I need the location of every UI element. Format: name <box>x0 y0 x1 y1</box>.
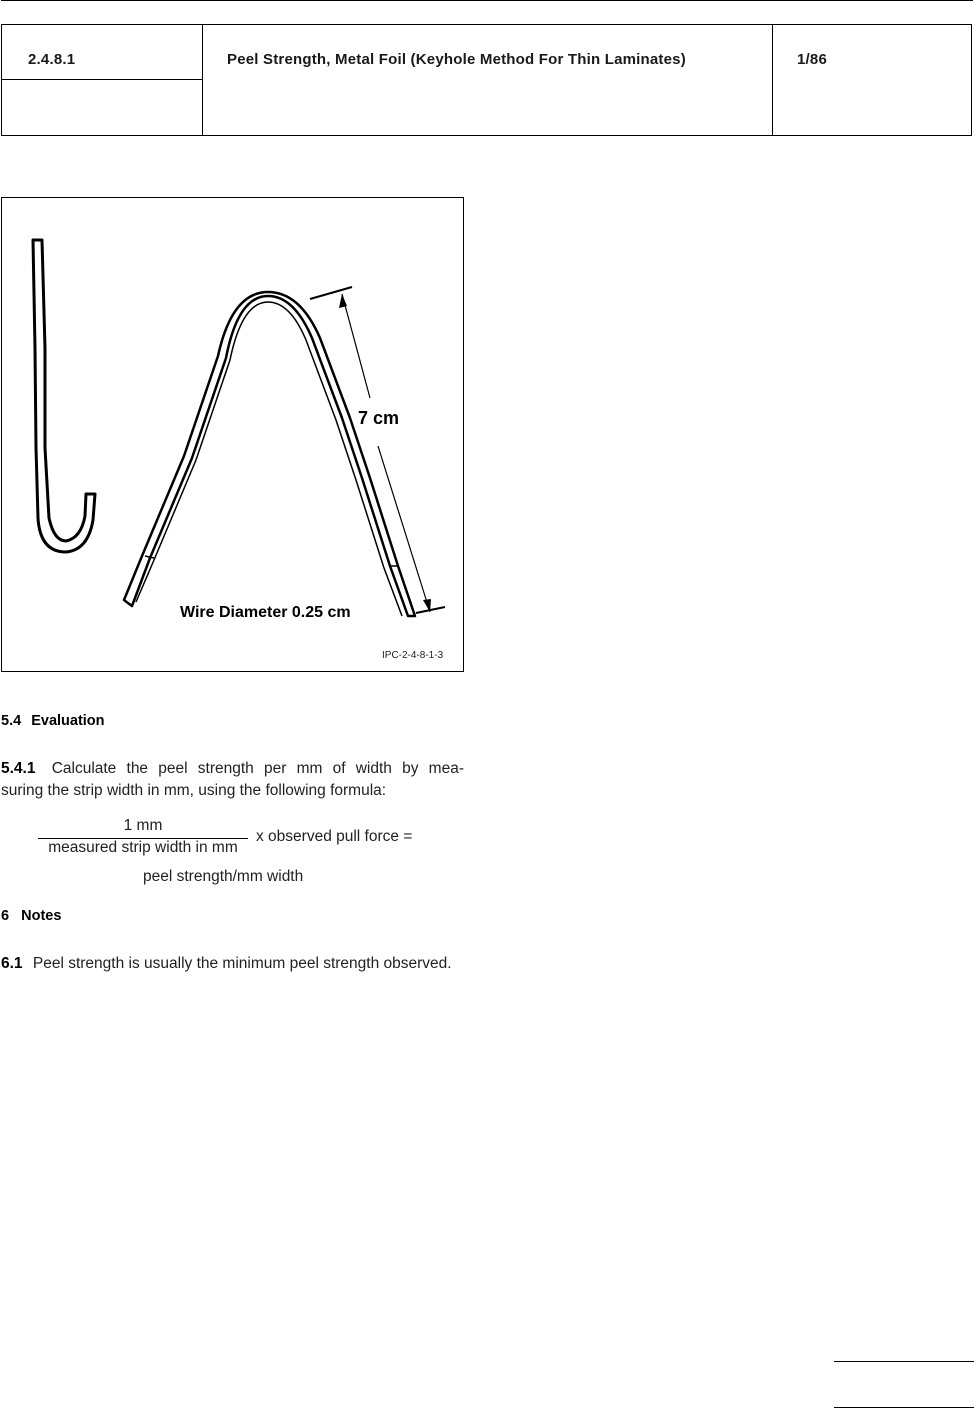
section-number: 6 <box>1 908 10 924</box>
footer-rule-upper <box>834 1361 974 1362</box>
wire-diameter-label: Wire Diameter 0.25 cm <box>180 604 351 621</box>
hook-drawing <box>2 198 465 673</box>
dimension-line-upper <box>342 294 370 398</box>
formula-numerator: 1 mm <box>123 817 163 834</box>
section-heading-evaluation <box>1 713 105 729</box>
left-joint-mark <box>145 556 154 558</box>
figure-id: IPC-2-4-8-1-3 <box>382 650 444 661</box>
method-number-cell <box>2 25 203 80</box>
blank-cell <box>2 80 203 135</box>
section-number: 5.4 <box>1 713 22 729</box>
paragraph-text-line1: Calculate the peel strength per mm of width by mea- <box>51 760 464 777</box>
dimension-tick-bottom <box>416 607 445 613</box>
method-number: 2.4.8.1 <box>28 51 76 68</box>
revision-date: 1/86 <box>797 51 827 68</box>
v-wire-inner <box>136 302 402 616</box>
title-cell <box>203 25 773 135</box>
footer-rule-lower <box>834 1407 974 1408</box>
method-title: Peel Strength, Metal Foil (Keyhole Method For Thin Laminates) <box>227 51 686 68</box>
date-cell <box>773 25 971 135</box>
j-hook-outline <box>33 240 95 552</box>
paragraph-text-line2: suring the strip width in mm, using the following formula: <box>1 782 387 799</box>
document-header <box>1 24 972 136</box>
dimension-tick-top <box>310 287 352 299</box>
header-top-rule <box>1 0 973 1</box>
section-title: Notes <box>21 908 62 924</box>
paragraph-5-4-1 <box>1 758 464 802</box>
v-wire-outer <box>124 292 415 616</box>
formula-denominator: measured strip width in mm <box>48 839 238 856</box>
formula-result: peel strength/mm width <box>143 868 304 885</box>
dimension-label: 7 cm <box>358 408 400 428</box>
formula-multiplier: x observed pull force = <box>256 828 413 845</box>
section-title: Evaluation <box>31 713 105 729</box>
paragraph-6-1 <box>1 953 464 975</box>
keyhole-hook-figure <box>1 197 464 672</box>
section-heading-notes <box>1 908 61 924</box>
paragraph-text: Peel strength is usually the minimum peel strength observed. <box>32 955 452 972</box>
paragraph-number: 6.1 <box>1 955 23 972</box>
paragraph-number: 5.4.1 <box>1 760 36 777</box>
